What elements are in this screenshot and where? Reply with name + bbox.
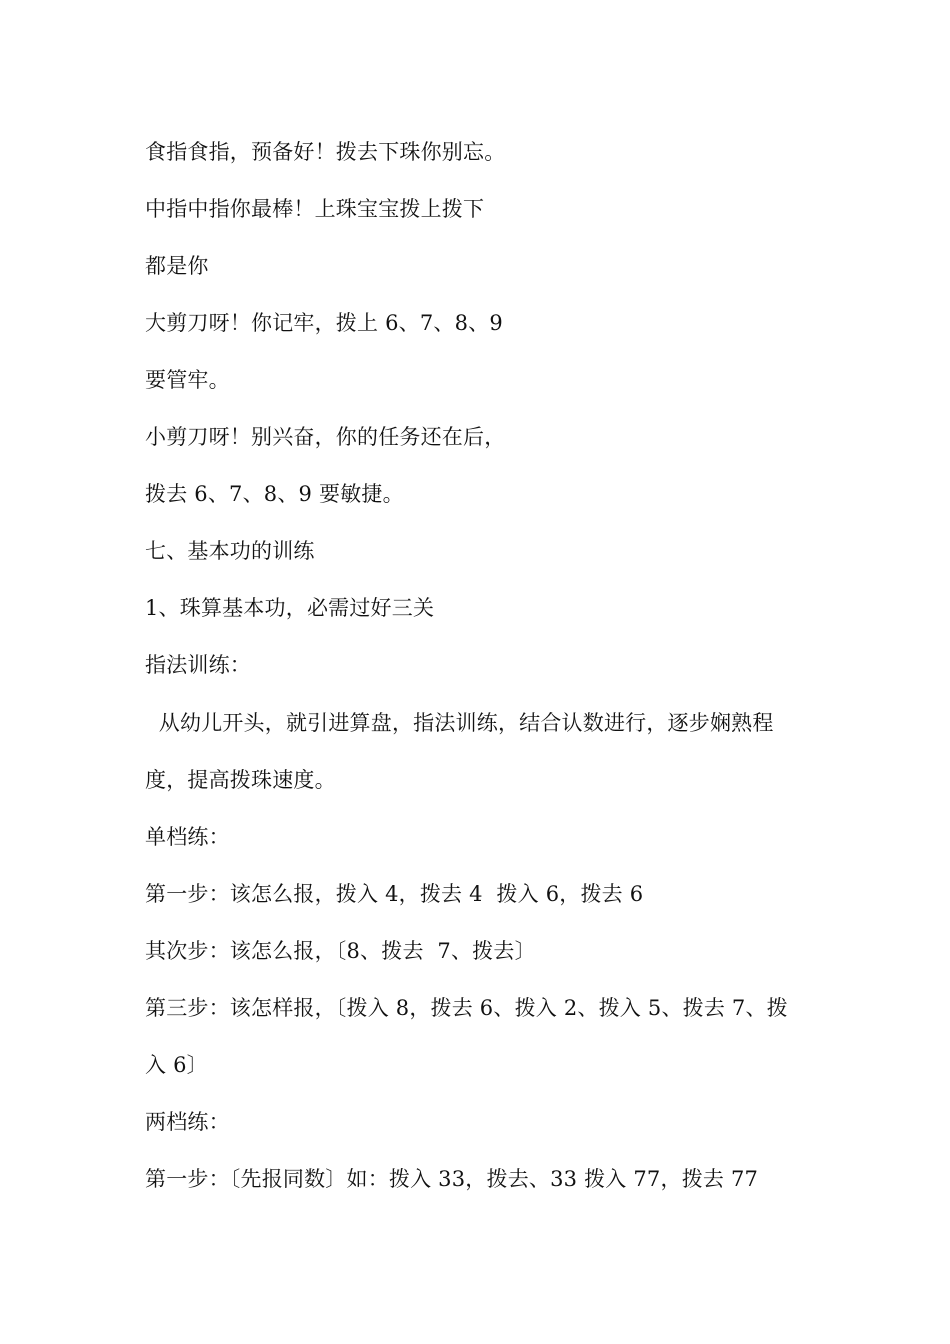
text-line: 拨去 6、7、8、9 要敏捷。 — [145, 482, 404, 506]
text-line: 要管牢。 — [145, 368, 230, 392]
text-line: 两档练： — [145, 1110, 230, 1134]
text-line: 其次步：该怎么报，〔8、拨去 7、拨去〕 — [145, 939, 536, 963]
text-line: 中指中指你最棒！上珠宝宝拨上拨下 — [145, 197, 485, 221]
text-line: 大剪刀呀！你记牢，拨上 6、7、8、9 — [145, 311, 503, 335]
paragraph-line: 从幼儿开头，就引进算盘，指法训练，结合认数进行，逐步娴熟程 — [145, 711, 774, 735]
subsection-heading: 1、珠算基本功，必需过好三关 — [145, 596, 435, 620]
text-line: 单档练： — [145, 825, 230, 849]
text-line: 第一步：该怎么报，拨入 4，拨去 4 拨入 6，拨去 6 — [145, 882, 644, 906]
text-line: 入 6〕 — [145, 1053, 208, 1077]
section-heading: 七、基本功的训练 — [145, 539, 315, 563]
text-line: 都是你 — [145, 254, 209, 278]
text-line: 指法训练： — [145, 653, 251, 677]
text-line: 第一步：〔先报同数〕如：拨入 33，拨去、33 拨入 77，拨去 77 — [145, 1167, 759, 1191]
text-line: 小剪刀呀！别兴奋，你的任务还在后， — [145, 425, 506, 449]
paragraph-line: 度，提高拨珠速度。 — [145, 768, 336, 792]
text-line: 食指食指，预备好！拨去下珠你别忘。 — [145, 140, 506, 164]
text-line: 第三步：该怎样报，〔拨入 8，拨去 6、拨入 2、拨入 5、拨去 7、拨 — [145, 996, 788, 1020]
